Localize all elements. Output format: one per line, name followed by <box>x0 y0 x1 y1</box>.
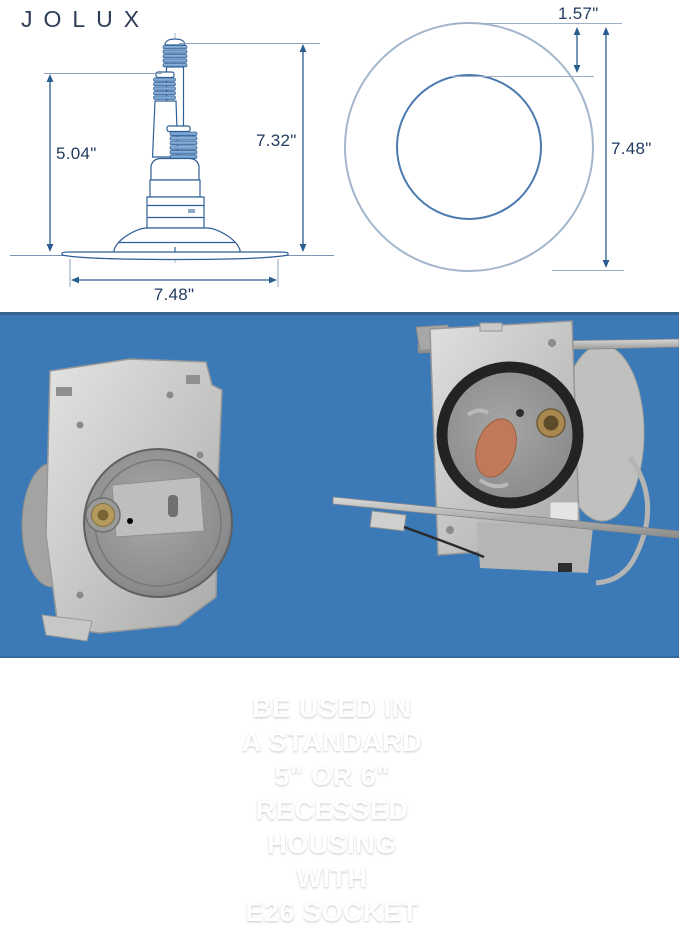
caption-line: HOUSING <box>267 829 397 859</box>
inner-opening-circle <box>397 75 541 219</box>
dim-label-height-to-plate: 5.04" <box>56 144 97 163</box>
plate-notch <box>56 387 72 396</box>
socket-cup <box>151 159 199 181</box>
brand-logo: JOLUX <box>21 6 151 32</box>
bracket-slot <box>168 495 178 517</box>
trim-plate <box>62 252 288 260</box>
caption-line: 5" OR 6" <box>274 761 390 791</box>
left-screw-cap <box>156 72 174 78</box>
socket-bracket <box>112 477 204 537</box>
adapter-neck <box>150 180 200 197</box>
dim-label-overall-height: 7.32" <box>256 131 297 150</box>
outer-trim-circle <box>345 23 593 271</box>
caption-line: WITH <box>296 863 368 893</box>
banner-caption <box>212 691 452 929</box>
trim-dome <box>114 228 240 253</box>
e26-collar <box>167 126 190 132</box>
front-view-drawing <box>345 23 624 271</box>
photo-left-housing <box>10 335 260 660</box>
photo-right-housing <box>330 315 679 661</box>
blue-banner-section <box>0 312 679 927</box>
bar-clamp <box>370 511 406 531</box>
caption-line: BE USED IN <box>252 693 412 723</box>
technical-diagram <box>0 0 679 312</box>
left-thread <box>154 78 176 99</box>
body-marking <box>188 209 195 213</box>
dim-label-outer-diameter: 7.48" <box>611 139 652 158</box>
plate-notch <box>186 375 200 384</box>
caption-line: A STANDARD <box>241 727 423 757</box>
label-sticker <box>550 502 578 521</box>
upper-thread <box>163 46 187 67</box>
dim-label-plate-width: 7.48" <box>153 285 195 304</box>
driver-body <box>147 197 204 228</box>
caption-line: E26 SOCKET <box>245 897 419 927</box>
junction-box <box>477 522 593 573</box>
dim-label-trim-ring-width: 1.57" <box>558 4 599 23</box>
front-view-dimensions <box>574 27 610 268</box>
cable-connector <box>558 563 572 572</box>
caption-line: RECESSED <box>255 795 409 825</box>
dimension-drawings-section <box>0 0 679 312</box>
screw-tip-cap <box>165 39 185 45</box>
